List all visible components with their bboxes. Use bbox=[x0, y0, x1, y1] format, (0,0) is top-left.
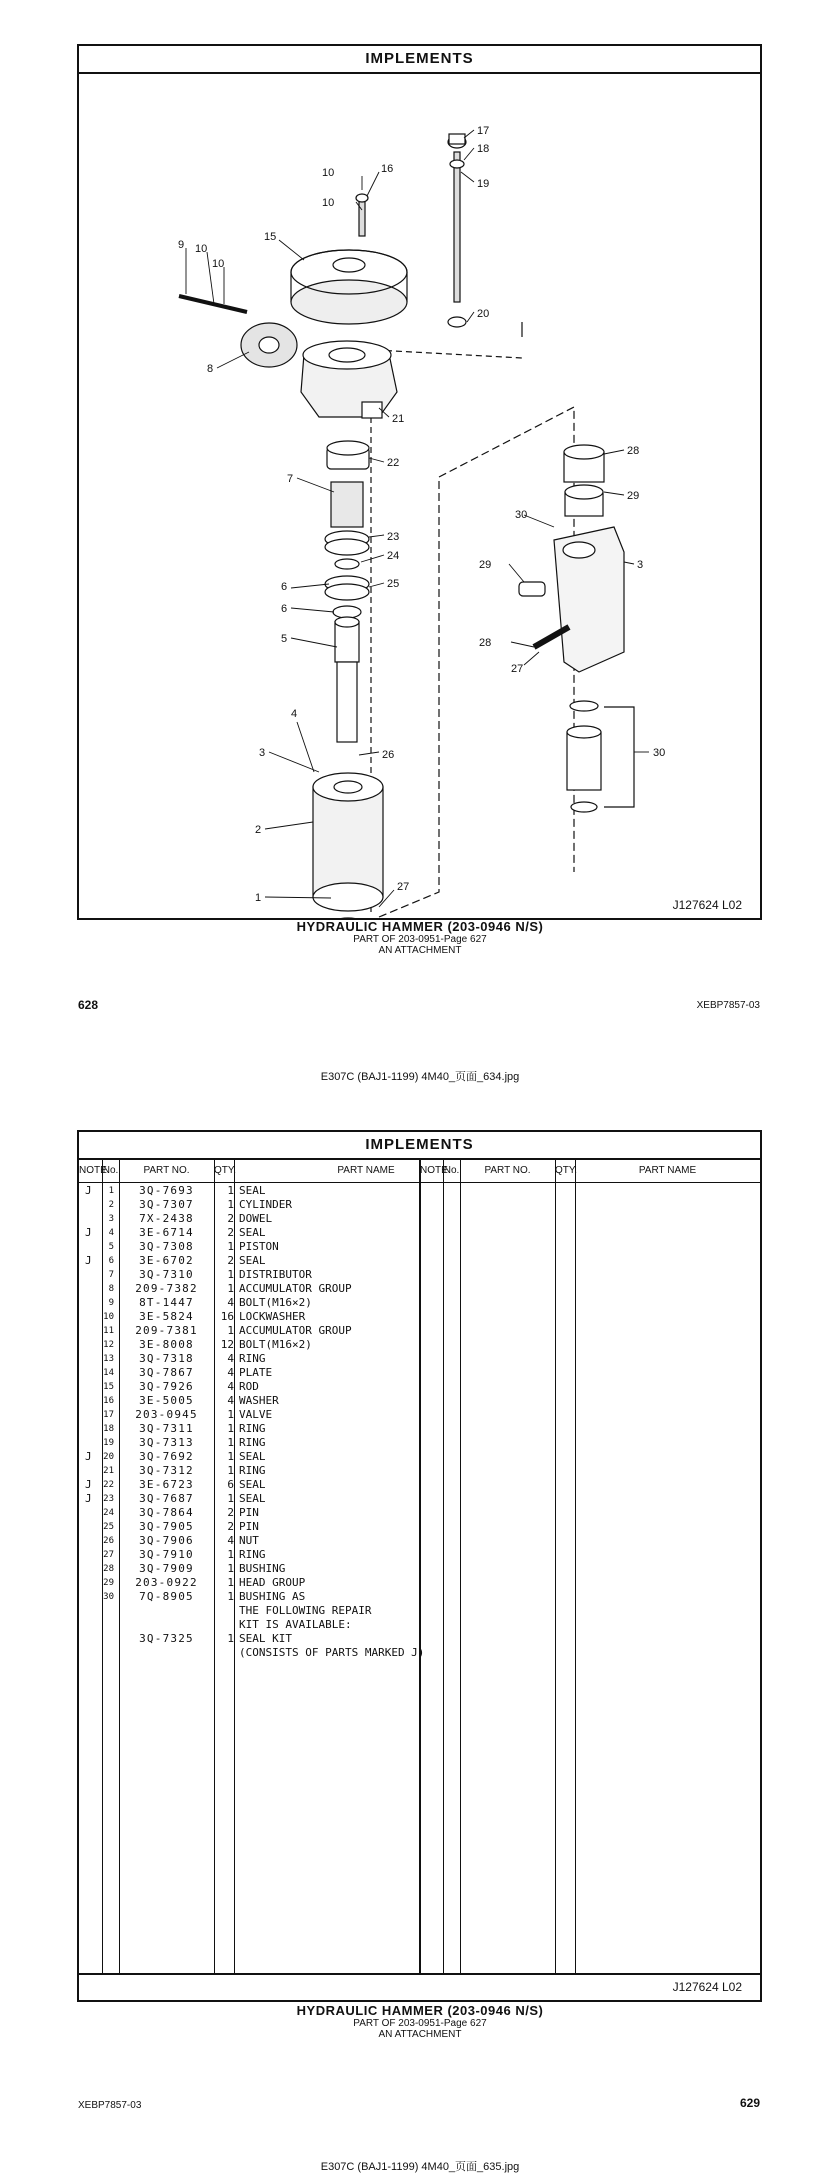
callout-13: 17 bbox=[477, 125, 490, 137]
item-number-cell: 11 bbox=[103, 1326, 114, 1336]
callout-18: 22 bbox=[387, 457, 400, 469]
part-number-cell: 3E-5005 bbox=[139, 1394, 194, 1407]
table-row bbox=[79, 1296, 419, 1310]
part-number-cell: 3E-6714 bbox=[139, 1226, 194, 1239]
quantity-cell: 1 bbox=[227, 1408, 234, 1421]
table-row bbox=[79, 1254, 419, 1268]
callout-10: 10 bbox=[322, 167, 335, 179]
table-row bbox=[79, 1422, 419, 1436]
item-number-cell: 10 bbox=[103, 1312, 114, 1322]
callout-11: 15 bbox=[264, 231, 277, 243]
part-number-cell: 3Q-7864 bbox=[139, 1506, 194, 1519]
quantity-cell: 2 bbox=[227, 1254, 234, 1267]
doc-id: XEBP7857-03 bbox=[696, 1000, 760, 1011]
item-number-cell: 23 bbox=[103, 1494, 114, 1504]
part-name-cell: KIT IS AVAILABLE: bbox=[239, 1618, 352, 1631]
callout-15: 19 bbox=[477, 178, 490, 190]
callout-25: 28 bbox=[479, 637, 492, 649]
quantity-cell: 2 bbox=[227, 1520, 234, 1533]
callout-19: 23 bbox=[387, 531, 400, 543]
callout-7: 7 bbox=[287, 473, 294, 485]
table-row bbox=[79, 1478, 419, 1492]
part-number-cell: 3Q-7310 bbox=[139, 1268, 194, 1281]
item-number-cell: 7 bbox=[108, 1270, 114, 1280]
callout-12: 16 bbox=[381, 163, 394, 175]
callout-24: 27 bbox=[511, 663, 524, 675]
callout-5: 5 bbox=[281, 633, 288, 645]
part-name-cell: PIN bbox=[239, 1520, 259, 1533]
part-number-cell: 3Q-7693 bbox=[139, 1184, 194, 1197]
part-number-cell: 3E-6723 bbox=[139, 1478, 194, 1491]
part-number-cell: 3Q-7926 bbox=[139, 1380, 194, 1393]
part-name-cell: BOLT(M16×2) bbox=[239, 1338, 312, 1351]
col-no: No. bbox=[102, 1160, 119, 1183]
part-number-cell: 3Q-7909 bbox=[139, 1562, 194, 1575]
item-number-cell: 24 bbox=[103, 1508, 114, 1518]
part-number-cell: 209-7381 bbox=[135, 1324, 198, 1337]
item-number-cell: 17 bbox=[103, 1410, 114, 1420]
item-number-cell: 5 bbox=[108, 1242, 114, 1252]
part-name-cell: SEAL bbox=[239, 1478, 266, 1491]
table-row bbox=[79, 1184, 419, 1198]
page-number: 628 bbox=[78, 998, 99, 1012]
part-number-cell: 3Q-7325 bbox=[139, 1632, 194, 1645]
part-name-cell: THE FOLLOWING REPAIR bbox=[239, 1604, 372, 1617]
part-name-cell: BUSHING AS bbox=[239, 1590, 306, 1603]
table-row bbox=[79, 1506, 419, 1520]
diagram-frame bbox=[77, 44, 762, 920]
part-number-cell: 3Q-7910 bbox=[139, 1548, 194, 1561]
quantity-cell: 1 bbox=[227, 1576, 234, 1589]
table-row bbox=[79, 1212, 419, 1226]
table-row bbox=[79, 1562, 419, 1576]
table-row bbox=[79, 1590, 419, 1604]
caption-line-2: PART OF 203-0951-Page 627 bbox=[353, 2018, 487, 2029]
figure-ref-code: J127624 L02 bbox=[672, 1980, 742, 1994]
table-row bbox=[79, 1604, 419, 1618]
part-name-cell: VALVE bbox=[239, 1408, 273, 1421]
callout-3: 30 bbox=[515, 509, 528, 521]
figure-caption bbox=[0, 2004, 840, 2040]
note-cell: J bbox=[85, 1226, 92, 1239]
part-number-cell: 7Q-8905 bbox=[139, 1590, 194, 1603]
table-row bbox=[79, 1436, 419, 1450]
col-part-no: PART NO. bbox=[460, 1160, 555, 1183]
caption-line-3: AN ATTACHMENT bbox=[378, 945, 462, 956]
part-name-cell: RING bbox=[239, 1548, 266, 1561]
callout-8: 8 bbox=[207, 363, 214, 375]
table-row bbox=[79, 1492, 419, 1506]
quantity-cell: 1 bbox=[227, 1450, 234, 1463]
part-name-cell: SEAL bbox=[239, 1254, 266, 1267]
part-name-cell: SEAL KIT bbox=[239, 1632, 292, 1645]
quantity-cell: 1 bbox=[227, 1632, 234, 1645]
part-name-cell: RING bbox=[239, 1422, 266, 1435]
part-number-cell: 3Q-7867 bbox=[139, 1366, 194, 1379]
callout-27: 28 bbox=[627, 445, 640, 457]
item-number-cell: 12 bbox=[103, 1340, 114, 1350]
part-name-cell: SEAL bbox=[239, 1450, 266, 1463]
item-number-cell: 19 bbox=[103, 1438, 114, 1448]
part-number-cell: 3Q-7313 bbox=[139, 1436, 194, 1449]
callout-23: 27 bbox=[397, 881, 410, 893]
callout-20: 24 bbox=[387, 550, 400, 562]
part-name-cell: BOLT(M16×2) bbox=[239, 1296, 312, 1309]
callout-14: 18 bbox=[477, 143, 490, 155]
quantity-cell: 4 bbox=[227, 1534, 234, 1547]
callout-16: 20 bbox=[477, 308, 490, 320]
page-number: 629 bbox=[739, 2096, 760, 2110]
part-name-cell: DOWEL bbox=[239, 1212, 273, 1225]
part-number-cell: 3Q-7687 bbox=[139, 1492, 194, 1505]
part-name-cell: ROD bbox=[239, 1380, 259, 1393]
item-number-cell: 13 bbox=[103, 1354, 114, 1364]
item-number-cell: 4 bbox=[108, 1228, 114, 1238]
callout-17: 21 bbox=[392, 413, 405, 425]
quantity-cell: 12 bbox=[220, 1338, 234, 1351]
item-number-cell: 9 bbox=[108, 1298, 114, 1308]
item-number-cell: 21 bbox=[103, 1466, 114, 1476]
table-row bbox=[79, 1338, 419, 1352]
item-number-cell: 16 bbox=[103, 1396, 114, 1406]
item-number-cell: 1 bbox=[108, 1186, 114, 1196]
table-row bbox=[79, 1520, 419, 1534]
quantity-cell: 16 bbox=[220, 1310, 234, 1323]
table-row bbox=[79, 1548, 419, 1562]
item-number-cell: 2 bbox=[108, 1200, 114, 1210]
col-qty: QTY. bbox=[214, 1160, 234, 1183]
part-number-cell: 3Q-7308 bbox=[139, 1240, 194, 1253]
part-name-cell: PLATE bbox=[239, 1366, 273, 1379]
quantity-cell: 1 bbox=[227, 1548, 234, 1561]
table-row bbox=[79, 1450, 419, 1464]
item-number-cell: 30 bbox=[103, 1592, 114, 1602]
item-number-cell: 26 bbox=[103, 1536, 114, 1546]
part-name-cell: WASHER bbox=[239, 1394, 279, 1407]
item-number-cell: 27 bbox=[103, 1550, 114, 1560]
note-cell: J bbox=[85, 1492, 92, 1505]
part-number-cell: 3Q-7692 bbox=[139, 1450, 194, 1463]
part-number-cell: 7X-2438 bbox=[139, 1212, 194, 1225]
part-name-cell: CYLINDER bbox=[239, 1198, 292, 1211]
part-number-cell: 3E-5824 bbox=[139, 1310, 194, 1323]
part-number-cell: 3Q-7311 bbox=[139, 1422, 194, 1435]
quantity-cell: 6 bbox=[227, 1478, 234, 1491]
callout-29: 3 bbox=[637, 559, 644, 571]
caption-line-3: AN ATTACHMENT bbox=[378, 2029, 462, 2040]
quantity-cell: 1 bbox=[227, 1422, 234, 1435]
callout-6: 6 bbox=[281, 581, 288, 593]
table-row bbox=[79, 1282, 419, 1296]
col-no: No. bbox=[443, 1160, 460, 1183]
callout-3: 3 bbox=[259, 747, 266, 759]
caption-title: HYDRAULIC HAMMER (203-0946 N/S) bbox=[296, 2003, 544, 2018]
callout-4: 4 bbox=[291, 708, 298, 720]
page-header: IMPLEMENTS bbox=[79, 46, 760, 74]
part-number-cell: 3Q-7318 bbox=[139, 1352, 194, 1365]
col-part-no: PART NO. bbox=[119, 1160, 214, 1183]
quantity-cell: 1 bbox=[227, 1436, 234, 1449]
callout-1: 1 bbox=[255, 892, 262, 904]
callout-10: 10 bbox=[195, 243, 208, 255]
file-name: E307C (BAJ1-1199) 4M40_页面_635.jpg bbox=[320, 2161, 520, 2173]
item-number-cell: 8 bbox=[108, 1284, 114, 1294]
table-row bbox=[79, 1268, 419, 1282]
item-number-cell: 6 bbox=[108, 1256, 114, 1266]
table-row bbox=[79, 1366, 419, 1380]
quantity-cell: 2 bbox=[227, 1226, 234, 1239]
part-name-cell: PIN bbox=[239, 1506, 259, 1519]
quantity-cell: 1 bbox=[227, 1562, 234, 1575]
part-number-cell: 3Q-7905 bbox=[139, 1520, 194, 1533]
part-name-cell: SEAL bbox=[239, 1492, 266, 1505]
part-name-cell: HEAD GROUP bbox=[239, 1576, 306, 1589]
note-cell: J bbox=[85, 1478, 92, 1491]
quantity-cell: 4 bbox=[227, 1394, 234, 1407]
quantity-cell: 4 bbox=[227, 1296, 234, 1309]
figure-ref-code: J127624 L02 bbox=[672, 898, 742, 912]
item-number-cell: 28 bbox=[103, 1564, 114, 1574]
table-row bbox=[79, 1646, 425, 1660]
caption-title: HYDRAULIC HAMMER (203-0946 N/S) bbox=[296, 919, 544, 934]
file-name: E307C (BAJ1-1199) 4M40_页面_634.jpg bbox=[320, 1071, 520, 1083]
quantity-cell: 4 bbox=[227, 1380, 234, 1393]
quantity-cell: 1 bbox=[227, 1324, 234, 1337]
parts-table-body bbox=[79, 1184, 425, 1964]
part-name-cell: (CONSISTS OF PARTS MARKED J) bbox=[239, 1646, 425, 1659]
quantity-cell: 1 bbox=[227, 1590, 234, 1603]
part-number-cell: 209-7382 bbox=[135, 1282, 198, 1295]
part-name-cell: RING bbox=[239, 1464, 266, 1477]
figure-caption bbox=[0, 920, 840, 956]
callout-10: 10 bbox=[212, 258, 225, 270]
caption-line-2: PART OF 203-0951-Page 627 bbox=[353, 934, 487, 945]
part-number-cell: 3Q-7307 bbox=[139, 1198, 194, 1211]
part-name-cell: DISTRIBUTOR bbox=[239, 1268, 312, 1281]
quantity-cell: 1 bbox=[227, 1268, 234, 1281]
item-number-cell: 18 bbox=[103, 1424, 114, 1434]
part-number-cell: 203-0945 bbox=[135, 1408, 198, 1421]
note-cell: J bbox=[85, 1254, 92, 1267]
table-row bbox=[79, 1380, 419, 1394]
item-number-cell: 22 bbox=[103, 1480, 114, 1490]
table-row bbox=[79, 1618, 419, 1632]
table-row bbox=[79, 1534, 419, 1548]
table-row bbox=[79, 1394, 419, 1408]
quantity-cell: 2 bbox=[227, 1506, 234, 1519]
part-number-cell: 203-0922 bbox=[135, 1576, 198, 1589]
table-row bbox=[79, 1576, 419, 1590]
quantity-cell: 1 bbox=[227, 1198, 234, 1211]
quantity-cell: 1 bbox=[227, 1240, 234, 1253]
callout-26: 29 bbox=[479, 559, 492, 571]
col-note: NOTE bbox=[420, 1160, 443, 1183]
part-name-cell: LOCKWASHER bbox=[239, 1310, 306, 1323]
quantity-cell: 1 bbox=[227, 1184, 234, 1197]
table-row bbox=[79, 1324, 419, 1338]
item-number-cell: 3 bbox=[108, 1214, 114, 1224]
item-number-cell: 20 bbox=[103, 1452, 114, 1462]
doc-id: XEBP7857-03 bbox=[78, 2100, 142, 2111]
callout-28: 29 bbox=[627, 490, 640, 502]
quantity-cell: 1 bbox=[227, 1282, 234, 1295]
page-header: IMPLEMENTS bbox=[79, 1132, 760, 1160]
item-number-cell: 29 bbox=[103, 1578, 114, 1588]
part-name-cell: PISTON bbox=[239, 1240, 279, 1253]
exploded-parts-diagram bbox=[79, 72, 760, 918]
callout-9: 9 bbox=[178, 239, 185, 251]
table-row bbox=[79, 1310, 419, 1324]
table-row bbox=[79, 1408, 419, 1422]
item-number-cell: 25 bbox=[103, 1522, 114, 1532]
table-row bbox=[79, 1226, 419, 1240]
table-row bbox=[79, 1632, 419, 1646]
quantity-cell: 1 bbox=[227, 1492, 234, 1505]
part-number-cell: 3E-8008 bbox=[139, 1338, 194, 1351]
part-number-cell: 3Q-7312 bbox=[139, 1464, 194, 1477]
col-note: NOTE bbox=[79, 1160, 102, 1183]
item-number-cell: 15 bbox=[103, 1382, 114, 1392]
table-row bbox=[79, 1240, 419, 1254]
part-name-cell: ACCUMULATOR GROUP bbox=[239, 1282, 352, 1295]
col-part-name: PART NAME bbox=[234, 1160, 498, 1183]
callout-30: 30 bbox=[653, 747, 666, 759]
col-qty: QTY. bbox=[555, 1160, 575, 1183]
parts-table-frame bbox=[77, 1130, 762, 2002]
callout-21: 25 bbox=[387, 578, 400, 590]
part-name-cell: RING bbox=[239, 1352, 266, 1365]
table-row bbox=[79, 1198, 419, 1212]
quantity-cell: 4 bbox=[227, 1352, 234, 1365]
quantity-cell: 1 bbox=[227, 1464, 234, 1477]
part-name-cell: BUSHING bbox=[239, 1562, 286, 1575]
part-name-cell: SEAL bbox=[239, 1184, 266, 1197]
part-name-cell: NUT bbox=[239, 1534, 259, 1547]
part-name-cell: SEAL bbox=[239, 1226, 266, 1239]
item-number-cell: 14 bbox=[103, 1368, 114, 1378]
note-cell: J bbox=[85, 1184, 92, 1197]
callout-22: 26 bbox=[382, 749, 395, 761]
callout-2: 2 bbox=[255, 824, 262, 836]
part-name-cell: ACCUMULATOR GROUP bbox=[239, 1324, 352, 1337]
table-row bbox=[79, 1352, 419, 1366]
part-number-cell: 3E-6702 bbox=[139, 1254, 194, 1267]
callout-10: 10 bbox=[322, 197, 335, 209]
part-number-cell: 8T-1447 bbox=[139, 1296, 194, 1309]
quantity-cell: 2 bbox=[227, 1212, 234, 1225]
quantity-cell: 4 bbox=[227, 1366, 234, 1379]
note-cell: J bbox=[85, 1450, 92, 1463]
callout-6: 6 bbox=[281, 603, 288, 615]
part-number-cell: 3Q-7906 bbox=[139, 1534, 194, 1547]
col-part-name: PART NAME bbox=[575, 1160, 760, 1183]
table-row bbox=[79, 1464, 419, 1478]
part-name-cell: RING bbox=[239, 1436, 266, 1449]
